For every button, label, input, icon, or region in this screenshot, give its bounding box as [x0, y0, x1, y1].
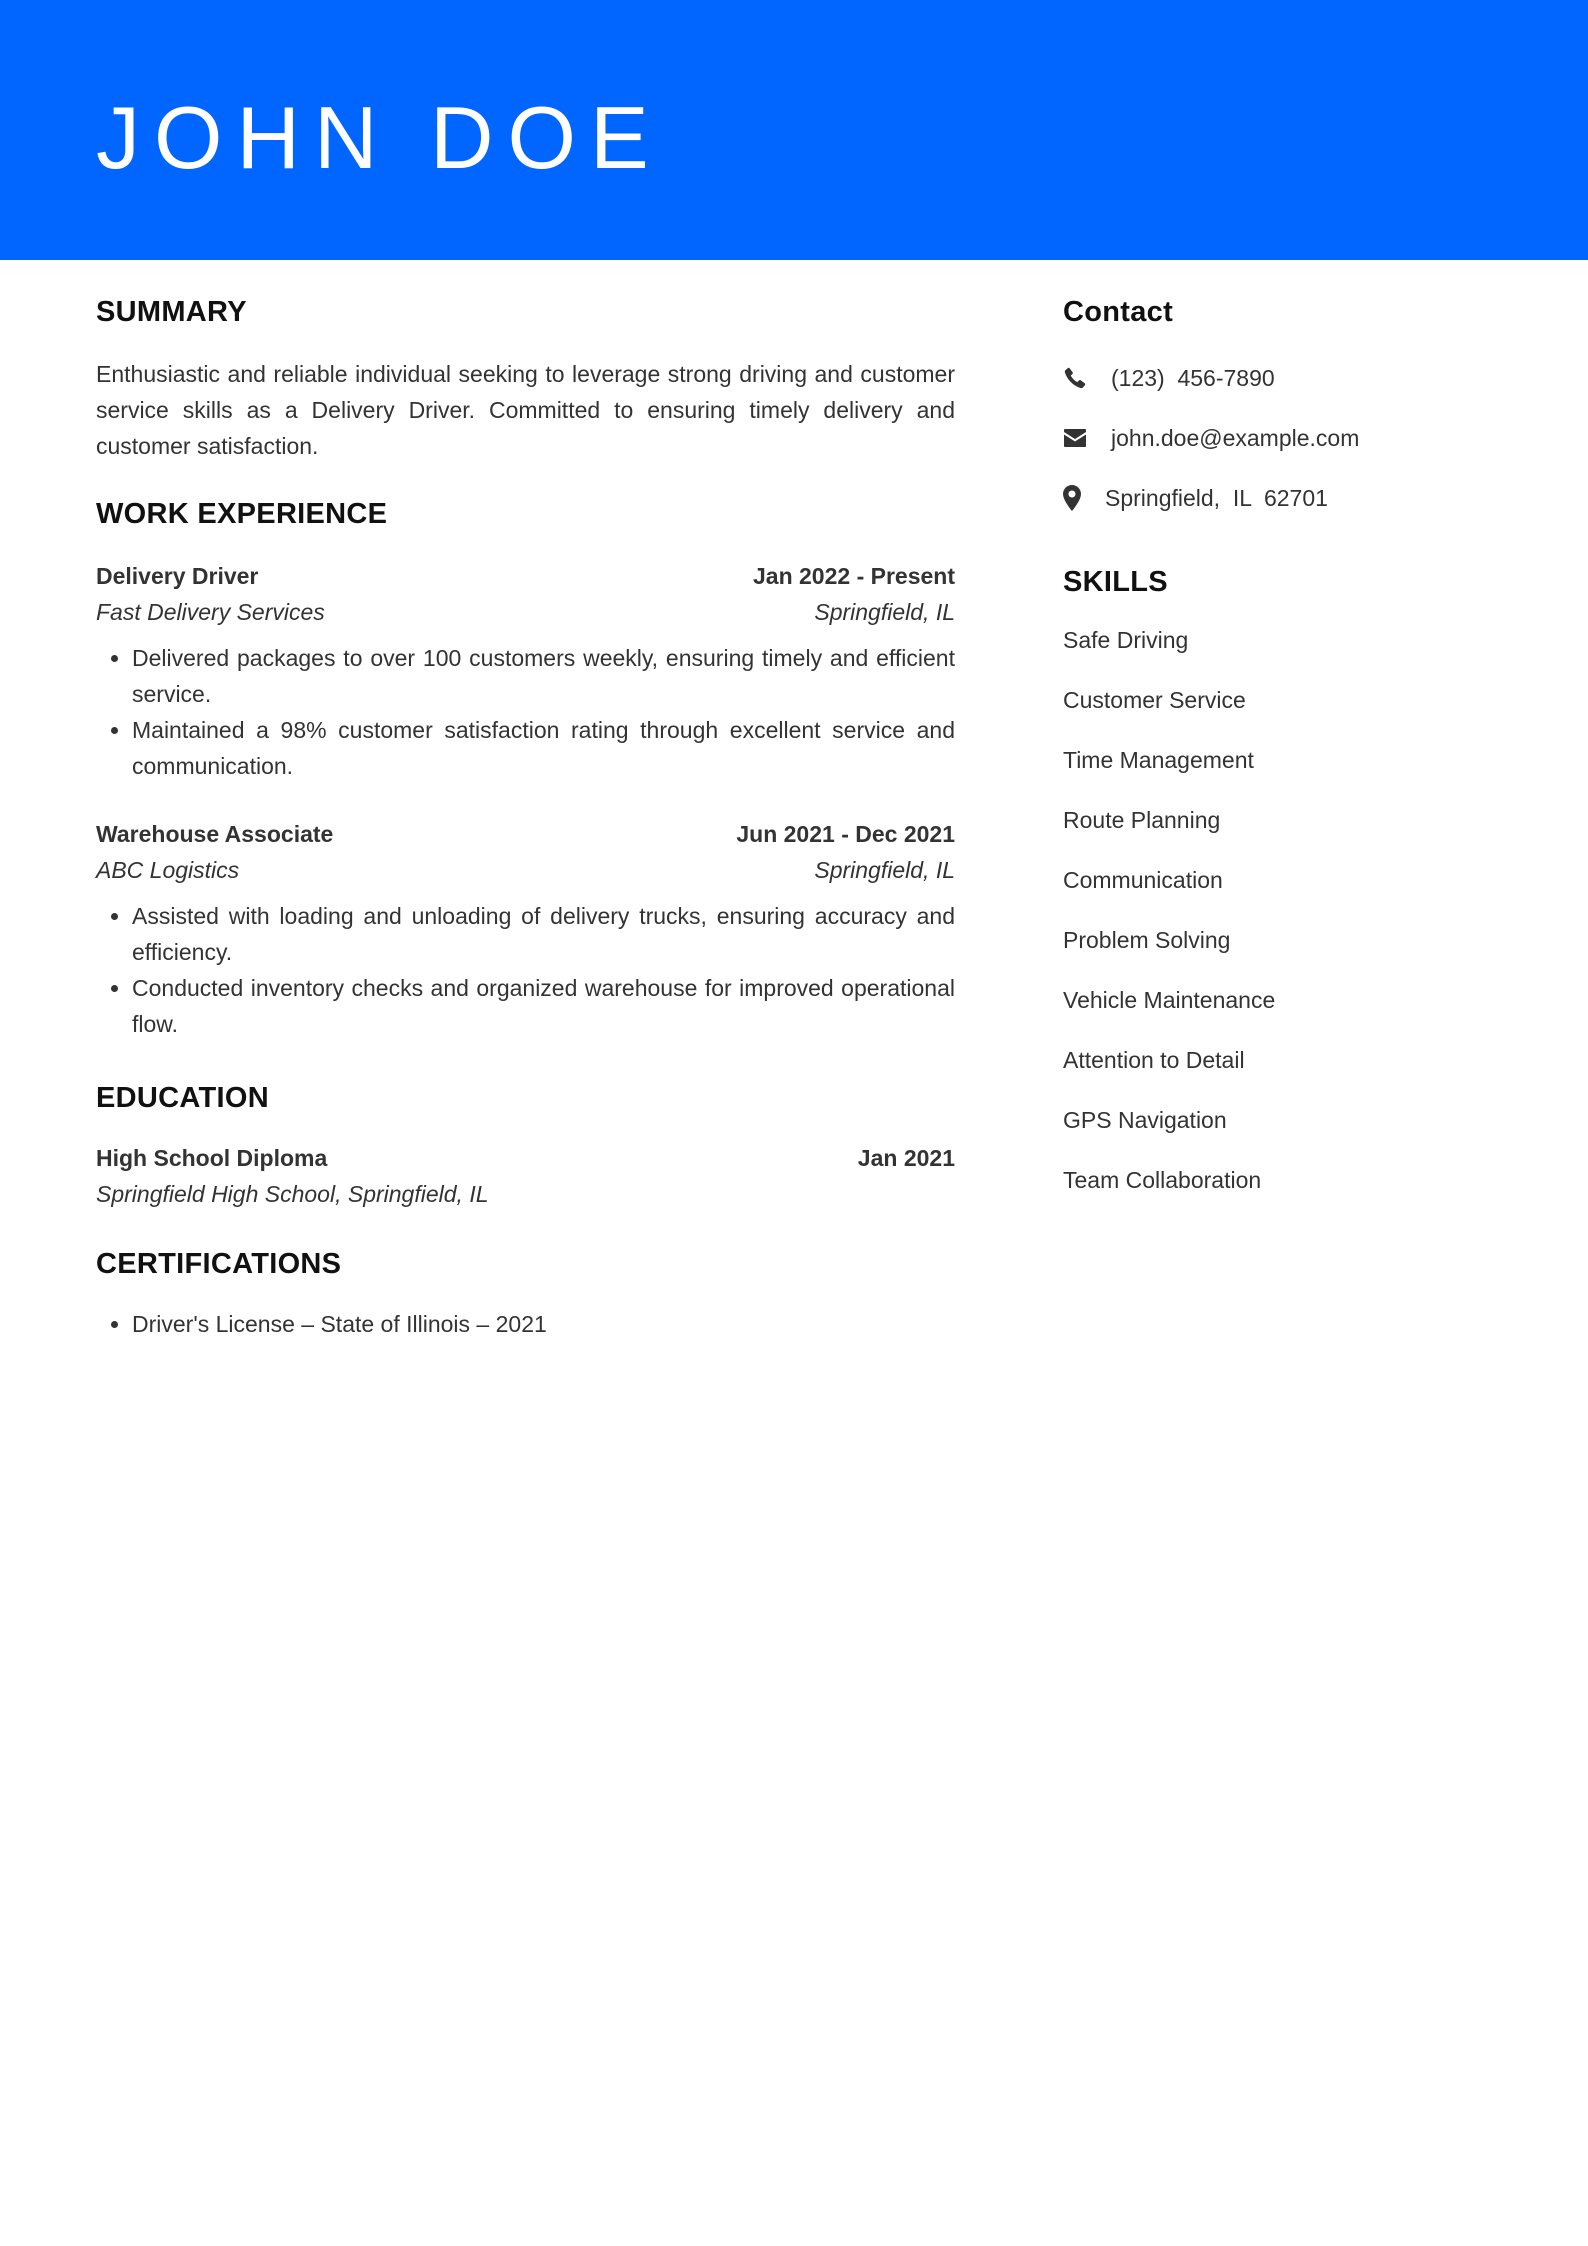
work-experience-heading: WORK EXPERIENCE — [96, 498, 388, 530]
job-company-row — [96, 852, 955, 888]
work-experience-section — [96, 492, 955, 1042]
skill-item: Team Collaboration — [1063, 1167, 1262, 1193]
map-marker-icon — [1063, 485, 1105, 511]
skill-item: Time Management — [1063, 747, 1254, 773]
skill-item: Communication — [1063, 867, 1223, 893]
job-company: Fast Delivery Services — [96, 599, 325, 625]
contact-section — [1063, 290, 1503, 516]
skill-item: Safe Driving — [1063, 627, 1189, 653]
contact-address — [1063, 480, 1503, 516]
job-role: Warehouse Associate — [96, 821, 334, 847]
skill-item: Attention to Detail — [1063, 1047, 1245, 1073]
education-school: Springfield High School, Springfield, IL — [96, 1181, 489, 1207]
skill-item: Problem Solving — [1063, 927, 1231, 953]
education-date: Jan 2021 — [857, 1145, 955, 1171]
job-location: Springfield, IL — [814, 599, 955, 625]
summary-section — [96, 290, 955, 464]
skill-item: Route Planning — [1063, 807, 1221, 833]
contact-email-text: john.doe@example.com — [1111, 425, 1360, 451]
certifications-list — [96, 1306, 955, 1342]
education-degree: High School Diploma — [96, 1145, 328, 1171]
candidate-name: JOHN DOE — [96, 88, 663, 187]
certifications-heading: CERTIFICATIONS — [96, 1248, 342, 1280]
education-heading: EDUCATION — [96, 1082, 269, 1114]
certifications-section — [96, 1242, 955, 1342]
job-dates: Jan 2022 - Present — [752, 563, 955, 589]
phone-icon — [1063, 366, 1111, 390]
education-section — [96, 1076, 955, 1212]
skills-heading: SKILLS — [1063, 566, 1168, 598]
summary-heading: SUMMARY — [96, 296, 247, 328]
certification-item: • Driver's License – State of Illinois – 2021 — [132, 1306, 955, 1342]
job-bullet: • Assisted with loading and unloading of delivery trucks, ensuring accuracy and efficiency. — [132, 898, 955, 970]
job-title-row — [96, 558, 955, 594]
skills-list — [1063, 622, 1503, 1198]
job-entry — [96, 816, 955, 1042]
skill-item: Vehicle Maintenance — [1063, 987, 1276, 1013]
job-bullet: • Delivered packages to over 100 customers weekly, ensuring timely and efficient service. — [132, 640, 955, 712]
job-company: ABC Logistics — [96, 857, 240, 883]
job-bullets — [96, 898, 955, 1042]
contact-phone-text: (123) 456-7890 — [1111, 365, 1275, 391]
skill-item: Customer Service — [1063, 687, 1246, 713]
envelope-icon — [1063, 428, 1111, 448]
contact-email — [1063, 420, 1503, 456]
main-column — [96, 290, 955, 1342]
job-bullet: • Conducted inventory checks and organized warehouse for improved operational flow. — [132, 970, 955, 1042]
education-school-row — [96, 1176, 955, 1212]
job-location: Springfield, IL — [814, 857, 955, 883]
contact-heading: Contact — [1063, 296, 1174, 328]
job-role: Delivery Driver — [96, 563, 259, 589]
contact-address-text: Springfield, IL 62701 — [1105, 485, 1328, 511]
job-dates: Jun 2021 - Dec 2021 — [736, 821, 955, 847]
education-entry — [96, 1140, 955, 1212]
summary-text: Enthusiastic and reliable individual seeking to leverage strong driving and customer service skills as a Delivery Driver. Committed to ensuring timely delivery and customer satisfaction. — [96, 361, 955, 459]
sidebar-column — [1063, 290, 1503, 1222]
job-bullets — [96, 640, 955, 784]
education-degree-row — [96, 1140, 955, 1176]
job-title-row — [96, 816, 955, 852]
skill-item: GPS Navigation — [1063, 1107, 1227, 1133]
contact-phone — [1063, 360, 1503, 396]
skills-section — [1063, 560, 1503, 1198]
job-bullet: • Maintained a 98% customer satisfaction rating through excellent service and communication. — [132, 712, 955, 784]
header-banner — [0, 0, 1588, 260]
job-company-row — [96, 594, 955, 630]
job-entry — [96, 558, 955, 784]
